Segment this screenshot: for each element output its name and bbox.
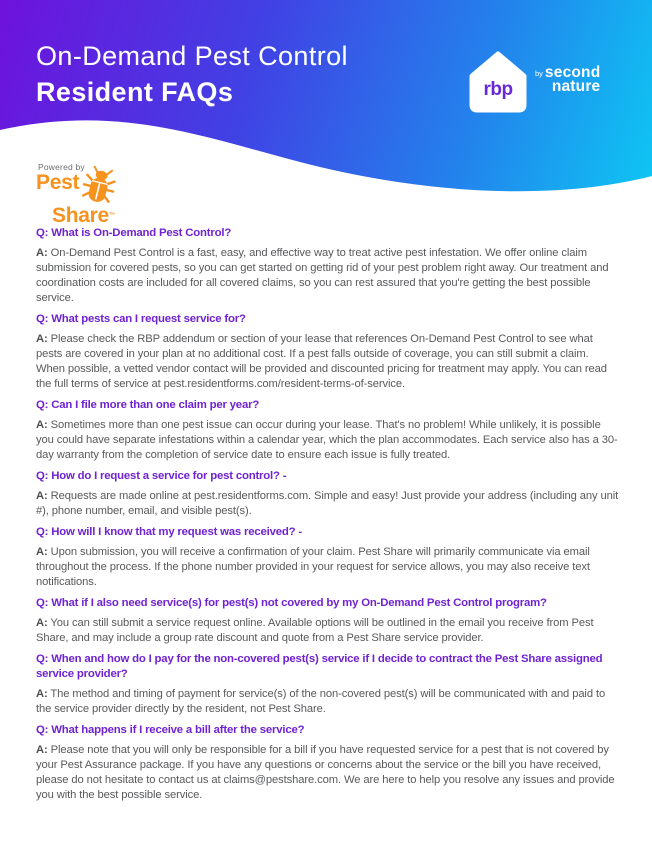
faq-question: Q: Can I file more than one claim per year? (36, 399, 260, 411)
faq-item (36, 469, 620, 519)
trademark-symbol: ™ (108, 212, 116, 219)
answer-text: Please note that you will only be responsible for a bill if you have requested service for a pest that is not covered by your Pest Assurance package. If you have any questions or concerns about the service or the bill you have received, please do not hesitate to contact us at claims@pestshare.com. We are here to help you resolve any issues and provide you with the best possible service. (36, 744, 615, 801)
faq-question: Q: What happens if I receive a bill after the service? (36, 724, 305, 736)
second-nature-wordmark (535, 66, 600, 94)
faq-item (36, 652, 620, 717)
answer-text: Sometimes more than one pest issue can occur during your lease. That's no problem! While unlikely, it is possible you could have separate infestations within a calendar year, which the plan accommodates. Each service also has a 30-day warranty from the completion of service date to ensure each issue is fully treated. (36, 419, 618, 461)
second-nature-line1: second (544, 64, 601, 81)
faq-question: Q: What is On-Demand Pest Control? (36, 227, 232, 239)
pest-share-logo (36, 162, 156, 227)
faq-list (36, 226, 620, 803)
rbp-badge-label: rbp (483, 79, 513, 100)
faq-item (36, 596, 620, 646)
page-title-line1: On-Demand Pest Control (36, 41, 348, 71)
pest-share-row2 (52, 206, 156, 227)
rbp-house-badge-icon (469, 49, 527, 113)
faq-answer (36, 743, 620, 803)
faq-answer (36, 418, 620, 463)
faq-item (36, 312, 620, 392)
answer-text: You can still submit a service request online. Available options will be outlined in the email you receive from Pest Share, and may include a group rate discount and quote from a Pest Share service provider. (36, 617, 594, 644)
faq-item (36, 226, 620, 306)
faq-item (36, 398, 620, 463)
faq-question: Q: How do I request a service for pest control? - (36, 470, 287, 482)
second-nature-line2: nature (551, 78, 601, 95)
faq-answer (36, 545, 620, 590)
faq-item (36, 525, 620, 590)
faq-question: Q: How will I know that my request was received? - (36, 526, 302, 538)
answer-prefix: A: (36, 688, 48, 700)
answer-prefix: A: (36, 546, 48, 558)
powered-by-label: Powered by (38, 162, 85, 172)
share-word: Share (52, 204, 109, 227)
pest-word: Pest (36, 171, 80, 194)
pest-share-row1 (36, 173, 156, 206)
answer-prefix: A: (36, 744, 48, 756)
answer-text: Please check the RBP addendum or section of your lease that references On-Demand Pest Control to see what pests are covered in your plan at no additional cost. If a pest falls outside of coverage, you can still submit a claim. When possible, a vetted vendor contact will be provided and discounted pricing for treatment may apply. You can read the full terms of service at pest.residentforms.com/resident-terms-of-service. (36, 333, 607, 390)
answer-text: On-Demand Pest Control is a fast, easy, and effective way to treat active pest infestation. We offer online claim submission for covered pests, so you can get started on getting rid of your pest problem right away. Our treatment and coordination costs are included for all covered claims, so you can rest assured that you're getting the best possible service. (36, 247, 609, 304)
second-nature-name (545, 66, 600, 94)
faq-answer (36, 246, 620, 306)
answer-prefix: A: (36, 247, 48, 259)
answer-prefix: A: (36, 419, 48, 431)
faq-item (36, 723, 620, 803)
answer-text: Requests are made online at pest.residentforms.com. Simple and easy! Just provide your address (including any unit #), phone number, email, and visible pest(s). (36, 490, 619, 517)
faq-question: Q: When and how do I pay for the non-covered pest(s) service if I decide to contract the Pest Share assigned service provider? (36, 653, 603, 680)
faq-answer (36, 616, 620, 646)
faq-question: Q: What pests can I request service for? (36, 313, 246, 325)
faq-answer (36, 687, 620, 717)
answer-text: Upon submission, you will receive a confirmation of your claim. Pest Share will primarily communicate via email throughout the process. If the phone number provided in your request for service allows, you may also receive text notifications. (36, 546, 590, 588)
faq-answer (36, 489, 620, 519)
by-label: by (535, 69, 543, 78)
answer-prefix: A: (36, 333, 48, 345)
page-title (36, 38, 348, 110)
answer-prefix: A: (36, 617, 48, 629)
answer-prefix: A: (36, 490, 48, 502)
rbp-second-nature-logo (469, 49, 600, 113)
faq-answer (36, 332, 620, 392)
page-title-line2: Resident FAQs (36, 77, 234, 107)
answer-text: The method and timing of payment for service(s) of the non-covered pest(s) will be communicated with and paid to the service provider directly by the resident, not Pest Share. (36, 688, 606, 715)
beetle-icon (82, 166, 116, 206)
faq-question: Q: What if I also need service(s) for pest(s) not covered by my On-Demand Pest Control program? (36, 597, 547, 609)
